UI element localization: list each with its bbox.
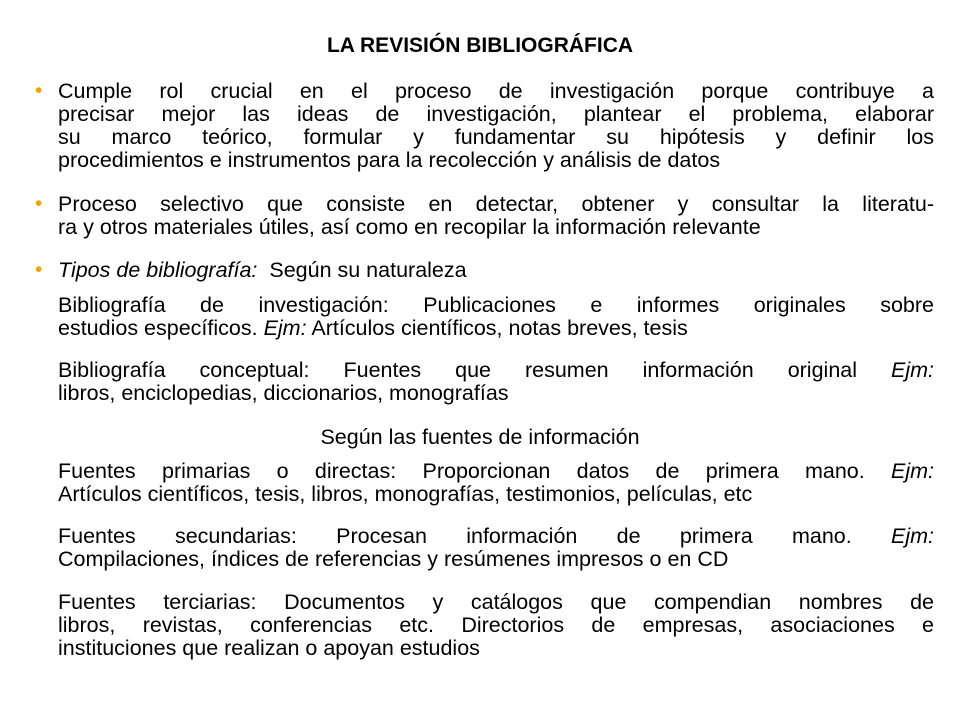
para-bibliografia-conceptual bbox=[58, 359, 934, 405]
text-line bbox=[58, 525, 934, 548]
bullet-icon: • bbox=[35, 258, 43, 281]
text-line bbox=[58, 259, 934, 282]
text-line: Artículos científicos, tesis, libros, monografías, testimonios, películas, etc bbox=[58, 482, 753, 506]
para-fuentes-primarias bbox=[58, 460, 934, 506]
bullet-item-proceso bbox=[58, 193, 934, 239]
text-line: procedimientos e instrumentos para la recolección y análisis de datos bbox=[58, 148, 721, 172]
para-fuentes-secundarias bbox=[58, 525, 934, 571]
text-line bbox=[58, 359, 934, 382]
ejm-label: Ejm: bbox=[891, 524, 934, 548]
fuentes-heading: Según las fuentes de información bbox=[320, 425, 640, 449]
text-line bbox=[58, 317, 934, 340]
text-span: Artículos científicos, notas breves, tesis bbox=[306, 316, 688, 340]
para-bibliografia-investigacion bbox=[58, 294, 934, 340]
text-line: libros, enciclopedias, diccionarios, monografías bbox=[58, 381, 509, 405]
tipos-label: Tipos de bibliografía: bbox=[58, 258, 258, 282]
text-line: Fuentes terciarias: Documentos y catálogos que compendian nombres de bbox=[58, 590, 934, 614]
naturaleza-heading: Según su naturaleza bbox=[269, 258, 467, 282]
text-span: estudios específicos. bbox=[58, 316, 264, 340]
text-line: libros, revistas, conferencias etc. Directorios de empresas, asociaciones e bbox=[58, 613, 934, 637]
bullet-icon: • bbox=[35, 192, 43, 215]
ejm-label: Ejm: bbox=[891, 358, 934, 382]
slide-title: LA REVISIÓN BIBLIOGRÁFICA bbox=[326, 34, 634, 57]
text-line: Cumple rol crucial en el proceso de investigación porque contribuye a bbox=[58, 79, 934, 103]
text-line: Bibliografía de investigación: Publicaciones e informes originales sobre bbox=[58, 293, 934, 317]
para-fuentes-terciarias bbox=[58, 591, 934, 660]
text-span: Fuentes secundarias: Procesan información de primera mano. bbox=[58, 524, 891, 548]
text-line: precisar mejor las ideas de investigación, plantear el problema, elaborar bbox=[58, 102, 934, 126]
bullet-icon: • bbox=[35, 79, 43, 102]
bullet-item-rol bbox=[58, 80, 934, 172]
ejm-label: Ejm: bbox=[263, 316, 307, 340]
text-line: instituciones que realizan o apoyan estudios bbox=[58, 636, 480, 660]
text-span: Bibliografía conceptual: Fuentes que resumen información original bbox=[58, 358, 891, 382]
text-span: Fuentes primarias o directas: Proporcionan datos de primera mano. bbox=[58, 459, 891, 483]
text-line bbox=[58, 460, 934, 483]
text-line: ra y otros materiales útiles, así como en recopilar la información relevante bbox=[58, 215, 761, 239]
text-line: su marco teórico, formular y fundamentar su hipótesis y definir los bbox=[58, 125, 934, 149]
text-line: Compilaciones, índices de referencias y resúmenes impresos o en CD bbox=[58, 547, 729, 571]
ejm-label: Ejm: bbox=[891, 459, 934, 483]
bullet-item-tipos bbox=[58, 259, 934, 282]
text-line: Proceso selectivo que consiste en detectar, obtener y consultar la literatu- bbox=[58, 192, 934, 216]
